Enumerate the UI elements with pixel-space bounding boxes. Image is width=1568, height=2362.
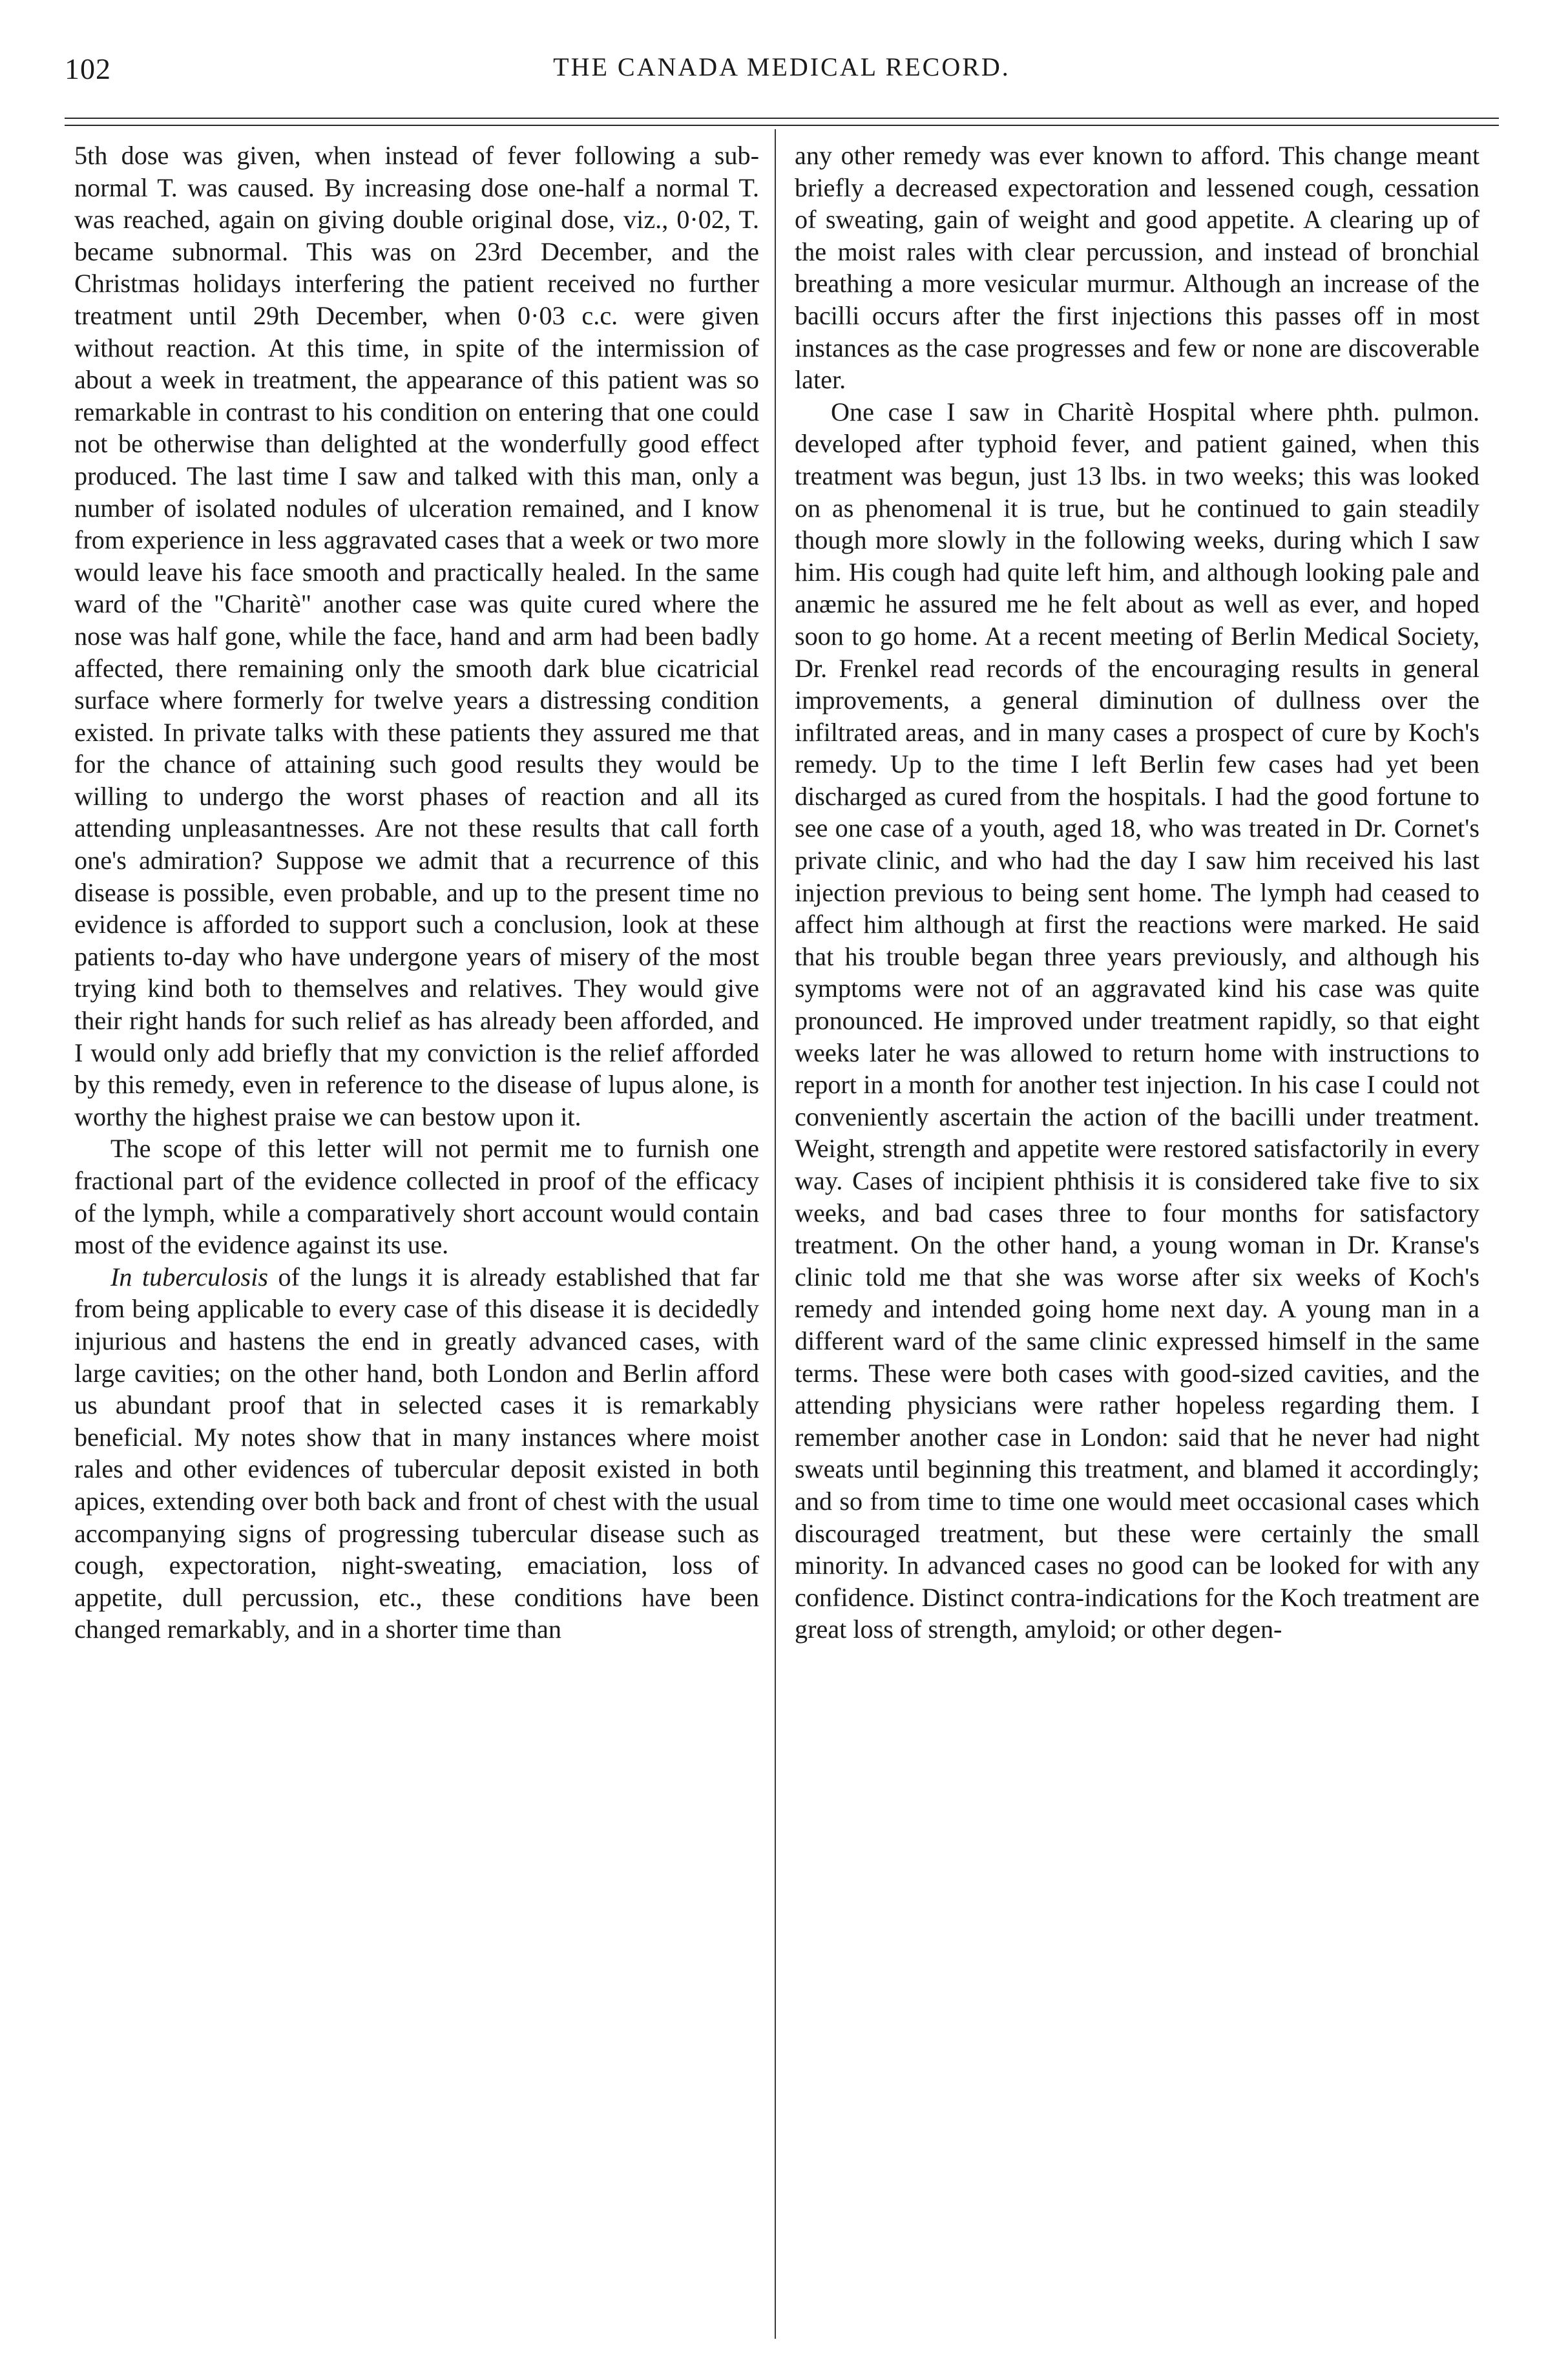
right-paragraph-2: One case I saw in Charitè Hospital where phth. pulmon. developed after typhoid fever, and patient gained, when this treatment was begun, just 13 lbs. in two weeks; this was looked on as phenomenal it is true, but he continued to gain steadily though more slowly in the following weeks, during which I saw him. His cough had quite left him, and although looking pale and anæmic he assured me he felt about as well as ever, and hoped soon to go home. At a recent meeting of Berlin Medical Society, Dr. Frenkel read records of the encouraging results in general improvements, a general diminution of dullness over the infiltrated areas, and in many cases a prospect of cure by Koch's remedy. Up to the time I left Berlin few cases had yet been discharged as cured from the hospitals. I had the good fortune to see one case of a youth, aged 18, who was treated in Dr. Cornet's private clinic, and who had the day I saw him received his last injection previous to being sent home. The lymph had ceased to affect him although at first the reactions were marked. He said that his trouble began three years previously, and although his symptoms were not of an aggravated kind his case was quite pronounced. He improved under treatment rapidly, so that eight weeks later he was allowed to return home with instructions to report in a month for another test injection. In his case I could not conveniently ascertain the action of the bacilli under treatment. Weight, strength and appetite were restored satisfactorily in every way. Cases of incipient phthisis it is considered take five to six weeks, and bad cases three to four months for satisfactory treatment. On the other hand, a young woman in Dr. Kranse's clinic told me that she was worse after six weeks of Koch's remedy and intended going home next day. A young man in a different ward of the same clinic expressed himself in the same terms. These were both cases with good-sized cavities, and the attending physicians were rather hopeless regarding them. I remember another case in London: said that he never had night sweats until beginning this treatment, and blamed it accordingly; and so from time to time one would meet occasional cases which discouraged treatment, but these were certainly the small minority. In advanced cases no good can be looked for with any confidence. Distinct contra-indications for the Koch treatment are great loss of strength, amyloid; or other degen- xyxy=(795,397,1479,1644)
left-paragraph-1: 5th dose was given, when instead of fever following a sub-normal T. was caused. By increasing dose one-half a normal T. was reached, again on giving double original dose, viz., 0·02, T. became subnormal. This was on 23rd December, and the Christmas holidays interfering the patient received no further treatment until 29th December, when 0·03 c.c. were given without reaction. At this time, in spite of the intermission of about a week in treatment, the appearance of this patient was so remarkable in contrast to his condition on entering that one could not be otherwise than delighted at the wonderfully good effect produced. The last time I saw and talked with this man, only a number of isolated nodules of ulceration remained, and I know from experience in less aggravated cases that a week or two more would leave his face smooth and practically healed. In the same ward of the "Charitè" another case was quite cured where the nose was half gone, while the face, hand and arm had been badly affected, there remaining only the smooth dark blue cicatricial surface where formerly for twelve years a distressing condition existed. In private talks with these patients they assured me that for the chance of attaining such good results they would be willing to undergo the worst phases of reaction and all its attending unpleasantnesses. Are not these results that call forth one's admiration? Suppose we admit that a recurrence of this disease is possible, even probable, and up to the present time no evidence is afforded to support such a conclusion, look at these patients to-day who have undergone years of misery of the most trying kind both to themselves and relatives. They would give their right hands for such relief as has already been afforded, and I would only add briefly that my conviction is the relief afforded by this remedy, even in reference to the disease of lupus alone, is worthy the highest praise we can bestow upon it. xyxy=(74,141,759,1131)
column-divider xyxy=(775,129,776,2339)
left-paragraph-2: The scope of this letter will not permit me to furnish one fractional part of the evidence collected in proof of the efficacy of the lymph, while a comparatively short account would contain most of the evidence against its use. xyxy=(74,1134,759,1260)
left-column xyxy=(74,140,759,2336)
page-number: 102 xyxy=(65,52,111,85)
left-paragraph-3-text: of the lungs it is already established that far from being applicable to every case of this disease it is decidedly injurious and hastens the end in greatly advanced cases, with large cavities; on the other hand, both London and Berlin afford us abundant proof that in selected cases it is remarkably beneficial. My notes show that in many instances where moist rales and other evidences of tubercular deposit existed in both apices, extending over both back and front of chest with the usual accompanying signs of progressing tubercular disease such as cough, expectoration, night-sweating, emaciation, loss of appetite, dull percussion, etc., these conditions have been changed remarkably, and in a shorter time than xyxy=(74,1262,759,1644)
left-paragraph-3 xyxy=(74,1261,759,1646)
right-column xyxy=(795,140,1479,2336)
page-header xyxy=(65,52,1499,97)
running-title: THE CANADA MEDICAL RECORD. xyxy=(553,52,1010,81)
header-rule xyxy=(65,118,1499,126)
italic-lead: In tuberculosis xyxy=(110,1262,268,1291)
right-paragraph-1: any other remedy was ever known to afford. This change meant briefly a decreased expectoration and lessened cough, cessation of sweating, gain of weight and good appetite. A clearing up of the moist rales with clear percussion, and instead of bronchial breathing a more vesicular murmur. Although an increase of the bacilli occurs after the first injections this passes off in most instances as the case progresses and few or none are discoverable later. xyxy=(795,141,1479,395)
